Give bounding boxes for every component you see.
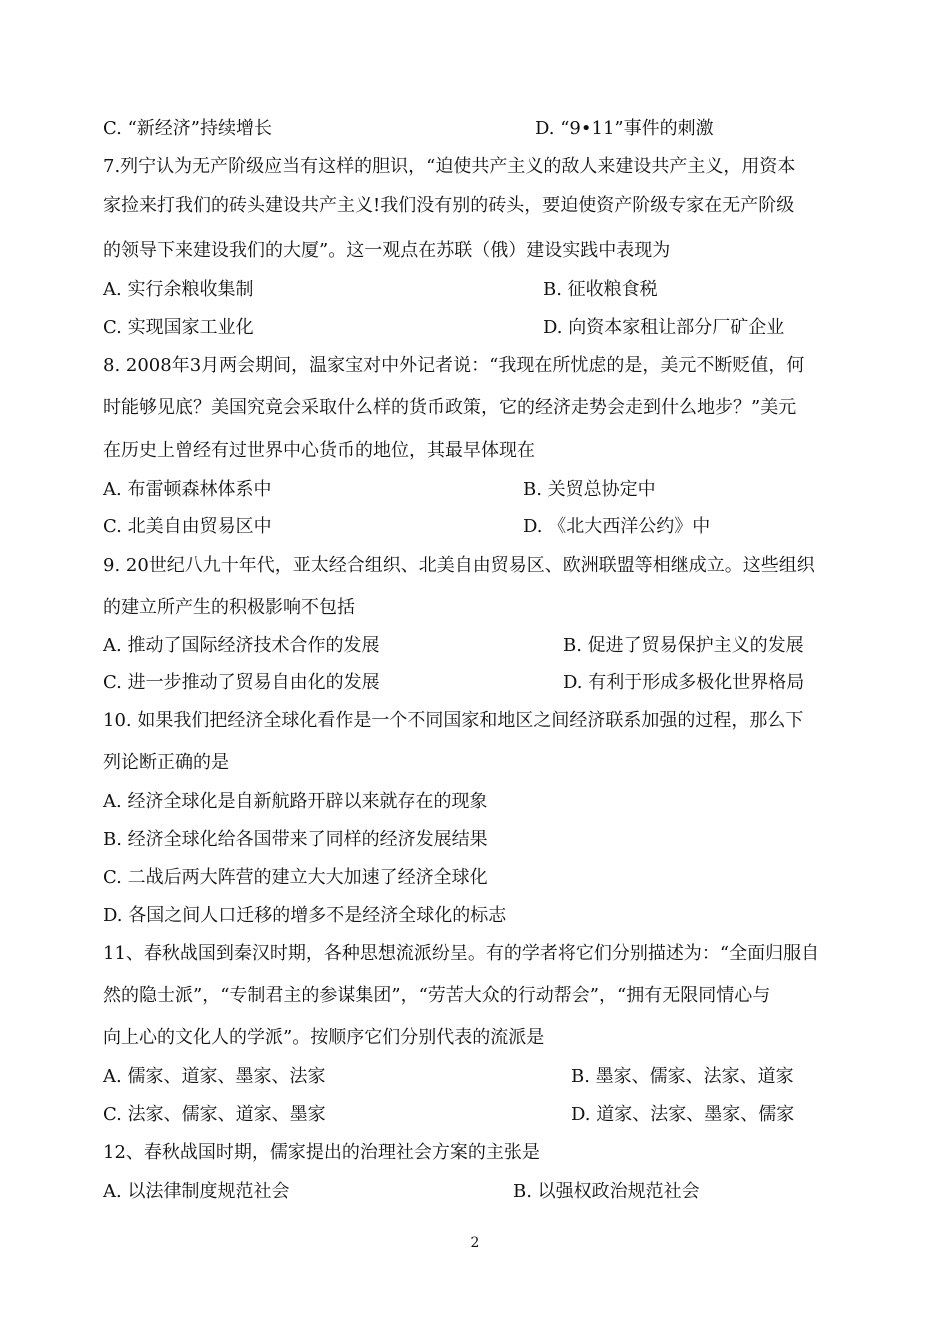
q7-stem-line-3: 的领导下来建设我们的大厦”。这一观点在苏联（俄）建设实践中表现为 (103, 240, 671, 261)
q9-stem-line-1: 9. 20世纪八九十年代，亚太经合组织、北美自由贸易区、欧洲联盟等相继成立。这些组织 (103, 555, 815, 576)
q11-option-c: C. 法家、儒家、道家、墨家 (103, 1104, 326, 1125)
q12-option-a: A. 以法律制度规范社会 (103, 1181, 290, 1202)
q7-stem-line-1: 7.列宁认为无产阶级应当有这样的胆识，“迫使共产主义的敌人来建设共产主义，用资本 (103, 156, 796, 177)
q12-option-b: B. 以强权政治规范社会 (513, 1181, 700, 1202)
q10-option-b: B. 经济全球化给各国带来了同样的经济发展结果 (103, 829, 488, 850)
q6-option-d: D. “9•11”事件的刺激 (535, 118, 714, 139)
q12-stem-line-1: 12、春秋战国时期，儒家提出的治理社会方案的主张是 (103, 1142, 540, 1163)
q6-option-c: C. “新经济”持续增长 (103, 118, 272, 139)
q11-stem-line-3: 向上心的文化人的学派”。按顺序它们分别代表的流派是 (103, 1027, 545, 1048)
q7-option-c: C. 实现国家工业化 (103, 317, 254, 338)
q8-stem-line-1: 8. 2008年3月两会期间，温家宝对中外记者说：“我现在所忧虑的是，美元不断贬值，何 (103, 355, 805, 376)
q9-option-d: D. 有利于形成多极化世界格局 (563, 672, 805, 693)
q8-option-c: C. 北美自由贸易区中 (103, 516, 272, 537)
q9-option-b: B. 促进了贸易保护主义的发展 (563, 635, 804, 656)
q10-option-c: C. 二战后两大阵营的建立大大加速了经济全球化 (103, 867, 488, 888)
q8-option-a: A. 布雷顿森林体系中 (103, 479, 272, 500)
q10-option-d: D. 各国之间人口迁移的增多不是经济全球化的标志 (103, 905, 507, 926)
q9-option-c: C. 进一步推动了贸易自由化的发展 (103, 672, 380, 693)
q9-option-a: A. 推动了国际经济技术合作的发展 (103, 635, 380, 656)
q10-option-a: A. 经济全球化是自新航路开辟以来就存在的现象 (103, 791, 488, 812)
q11-stem-line-1: 11、春秋战国到秦汉时期，各种思想流派纷呈。有的学者将它们分别描述为：“全面归服自 (103, 943, 820, 964)
q8-stem-line-3: 在历史上曾经有过世界中心货币的地位，其最早体现在 (103, 440, 535, 461)
q11-option-d: D. 道家、法家、墨家、儒家 (571, 1104, 795, 1125)
q11-stem-line-2: 然的隐士派”，“专制君主的参谋集团”，“劳苦大众的行动帮会”，“拥有无限同情心与 (103, 985, 771, 1006)
q8-option-d: D. 《北大西洋公约》中 (523, 516, 711, 537)
q8-stem-line-2: 时能够见底？美国究竟会采取什么样的货币政策，它的经济走势会走到什么地步？”美元 (103, 397, 797, 418)
q9-stem-line-2: 的建立所产生的积极影响不包括 (103, 597, 355, 618)
q10-stem-line-1: 10. 如果我们把经济全球化看作是一个不同国家和地区之间经济联系加强的过程，那么下 (103, 710, 804, 731)
q7-stem-line-2: 家捡来打我们的砖头建设共产主义!我们没有别的砖头，要迫使资产阶级专家在无产阶级 (103, 195, 795, 216)
q7-option-d: D. 向资本家租让部分厂矿企业 (543, 317, 785, 338)
page-number: 2 (470, 1235, 480, 1251)
q11-option-a: A. 儒家、道家、墨家、法家 (103, 1066, 326, 1087)
q11-option-b: B. 墨家、儒家、法家、道家 (571, 1066, 794, 1087)
q7-option-b: B. 征收粮食税 (543, 279, 658, 300)
q10-stem-line-2: 列论断正确的是 (103, 752, 229, 773)
q7-option-a: A. 实行余粮收集制 (103, 279, 254, 300)
q8-option-b: B. 关贸总协定中 (523, 479, 656, 500)
